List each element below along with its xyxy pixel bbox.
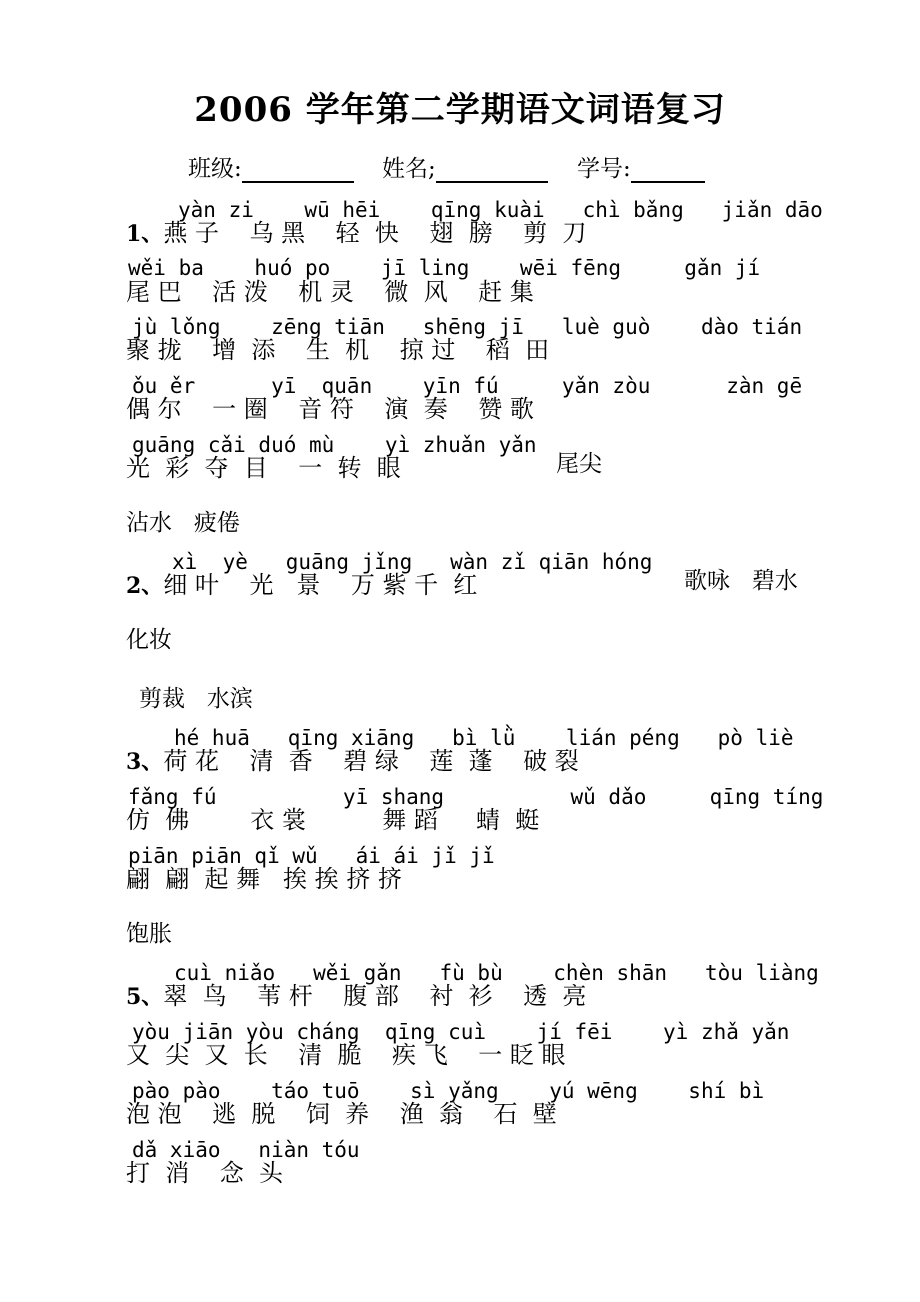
s3-row3-words: 翩 翩 起 舞 挨 挨 挤 挤 <box>126 865 402 893</box>
number-field <box>577 150 705 183</box>
s5-row1-words <box>126 982 586 1011</box>
s5-row4-words: 打 消 念 头 <box>126 1159 284 1187</box>
s3-row1-pinyin: hé huā qīng xiāng bì lǜ lián péng pò liè <box>174 726 794 750</box>
class-field <box>188 150 354 183</box>
s1-row5-extra: 尾尖 <box>556 451 602 477</box>
s1-row1-pinyin: yàn zi wū hēi qīng kuài chì bǎng jiǎn dāo <box>178 198 823 222</box>
s5-row3-pinyin: pào pào táo tuō sì yǎng yú wēng shí bì <box>132 1079 765 1103</box>
s5-row2-pinyin: yòu jiān yòu cháng qīng cuì jí fēi yì zhǎ yǎn <box>132 1020 790 1044</box>
s3-row1-chars: 荷 花 清 香 碧 绿 莲 蓬 破 裂 <box>163 747 579 775</box>
s3-row1-words <box>126 747 579 776</box>
page-title: 2006 学年第二学期语文词语复习 <box>194 90 726 130</box>
s1-row4-pinyin: ǒu ěr yī quān yīn fú yǎn zòu zàn gē <box>132 374 803 398</box>
name-blank <box>436 159 548 183</box>
s1-row1-chars: 燕 子 乌 黑 轻 快 翅 膀 剪 刀 <box>163 219 587 247</box>
s1-row4-words: 偶 尔 一 圈 音 符 演 奏 赞 歌 <box>126 395 534 423</box>
s1-row5-pinyin: guāng cǎi duó mù yì zhuǎn yǎn <box>132 433 537 457</box>
s1-row2-words: 尾 巴 活 泼 机 灵 微 风 赶 集 <box>126 278 534 306</box>
s5-row1-chars: 翠 鸟 苇 杆 腹 部 衬 衫 透 亮 <box>163 982 587 1010</box>
s5-row4-pinyin: dǎ xiāo niàn tóu <box>132 1138 360 1162</box>
s2-pinyin: xì yè guāng jǐng wàn zǐ qiān hóng <box>172 550 653 574</box>
s1-row3-pinyin: jù lǒng zēng tiān shēng jī luè guò dào tián <box>132 315 803 339</box>
s2-words <box>126 571 477 600</box>
s2-extra-2: 剪裁 水滨 <box>139 686 253 712</box>
class-blank <box>242 159 354 183</box>
section-5-number: 5、 <box>126 984 164 1010</box>
s3-extra-word: 饱胀 <box>126 921 172 947</box>
s1-row2-pinyin: wěi ba huó po jī ling wēi fēng gǎn jí <box>128 256 761 280</box>
s5-row2-words: 又 尖 又 长 清 脆 疾 飞 一 眨 眼 <box>126 1041 566 1069</box>
s3-row2-pinyin: fǎng fú yī shang wǔ dǎo qīng tíng <box>128 785 824 809</box>
s2-tail-words: 歌咏 碧水 <box>684 568 798 594</box>
s3-row2-words: 仿 佛 衣 裳 舞 蹈 蜻 蜓 <box>126 806 540 834</box>
s1-row1-words <box>126 219 586 248</box>
s2-chars: 细 叶 光 景 万 紫 千 红 <box>163 571 478 599</box>
number-label: 学号: <box>577 156 631 182</box>
section-3-number: 3、 <box>126 749 164 775</box>
section-2-number: 2、 <box>126 573 164 599</box>
s3-row3-pinyin: piān piān qǐ wǔ ái ái jǐ jǐ <box>128 844 495 868</box>
s1-row5-words: 光 彩 夺 目 一 转 眼 <box>126 454 401 482</box>
name-label: 姓名; <box>382 156 436 182</box>
section-1-number: 1、 <box>126 221 164 247</box>
class-label: 班级: <box>188 156 242 182</box>
name-field <box>382 150 548 183</box>
s5-row1-pinyin: cuì niǎo wěi gǎn fù bù chèn shān tòu liàng <box>174 961 819 985</box>
number-blank <box>631 159 705 183</box>
s1-extra-words: 沾水 疲倦 <box>126 510 240 536</box>
s5-row3-words: 泡 泡 逃 脱 饲 养 渔 翁 石 壁 <box>126 1100 557 1128</box>
s2-extra-1: 化妆 <box>126 627 172 653</box>
s1-row3-words: 聚 拢 增 添 生 机 掠 过 稻 田 <box>126 336 550 364</box>
